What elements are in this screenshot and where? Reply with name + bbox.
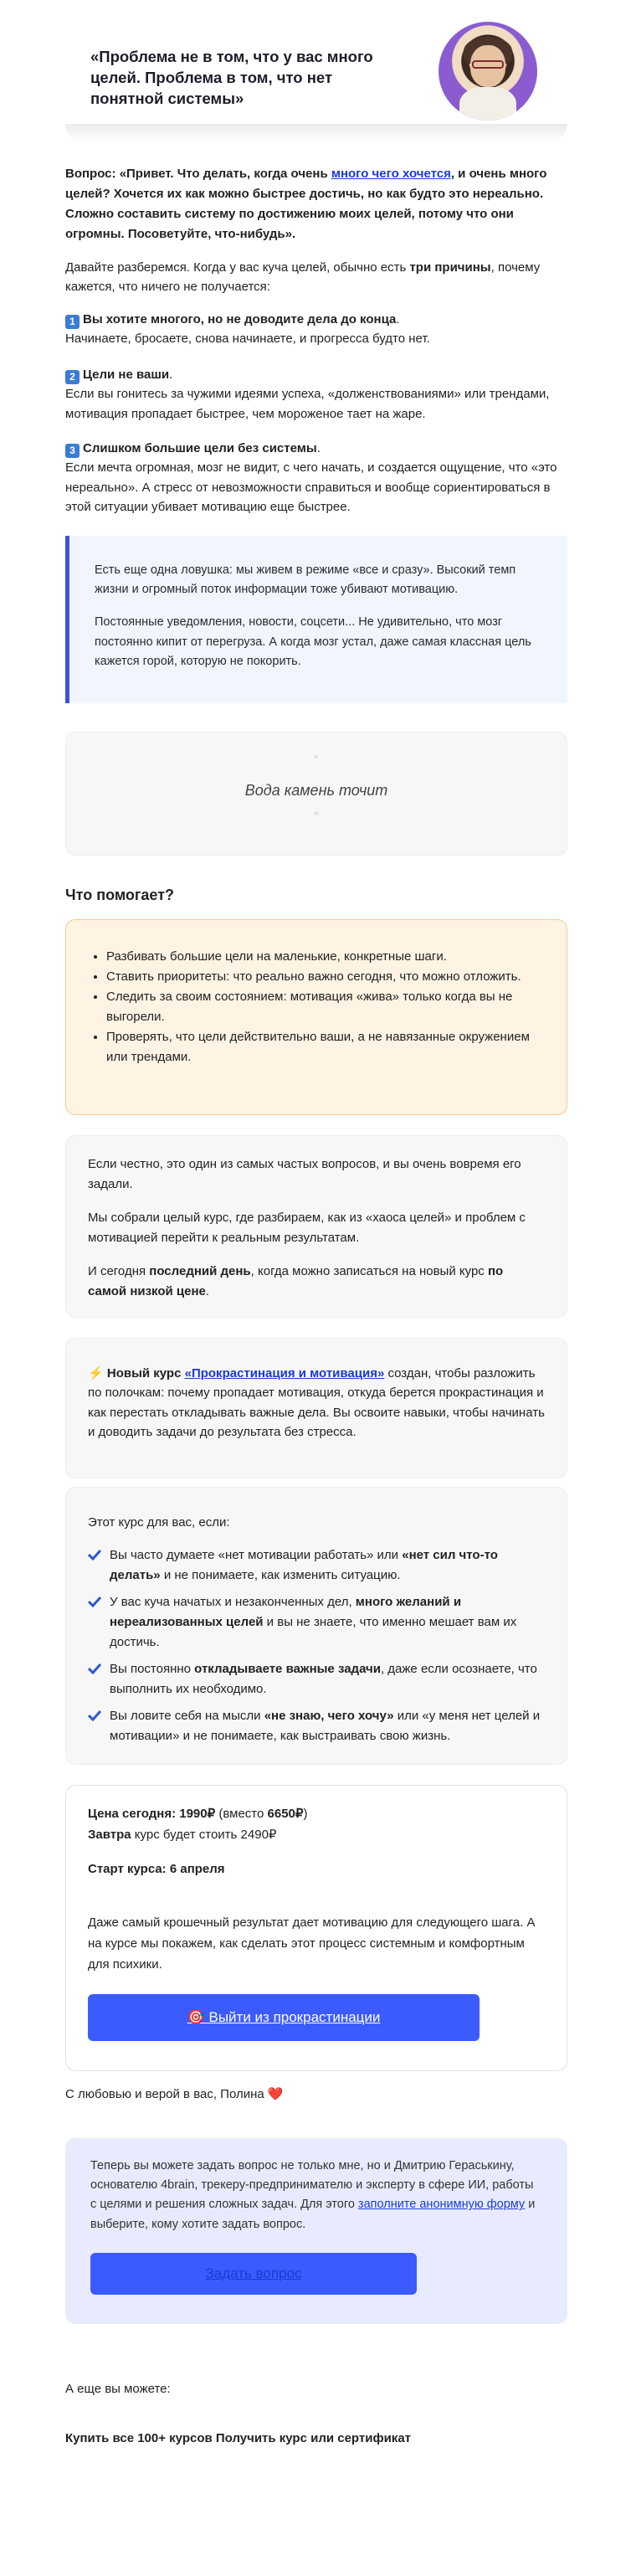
signature: С любовью и верой в вас, Полина ❤️ <box>65 2087 284 2101</box>
course-link[interactable]: «Прокрастинация и мотивация» <box>184 1366 385 1381</box>
reason-1: 1 Вы хотите многого, но не доводите дела до конца. Начинаете, бросаете, снова начинаете, и прогресса будто нет. <box>65 312 430 347</box>
for-who-lead: Этот курс для вас, если: <box>88 1515 230 1530</box>
exit-procrastination-button[interactable]: 🎯 Выйти из прокрастинации <box>88 1994 480 2041</box>
price-today: Цена сегодня: 1990₽ (вместо 6650₽) <box>88 1807 308 1821</box>
callout-p2: Постоянные уведомления, новости, соцсети... Не удивительно, что мозг постоянно кипит от перегруза. А когда мозг устал, даже самая классная цель кажется горой, которую не покорить. <box>95 615 531 668</box>
new-course-text: ⚡ Новый курс «Прокрастинация и мотивация» создан, чтобы разложить по полочкам: почему пропадает мотивация, откуда берется прокрастинация и как перестать откладывать важные дела. Вы освоите навыки, чтобы начинать и доводить задачи до результата без стресса. <box>88 1366 545 1439</box>
open-quote-icon: “ <box>314 753 319 768</box>
more-links-cut <box>65 2431 567 2445</box>
intro-lead: Давайте разберемся. Когда у вас куча целей, обычно есть три причины, почему кажется, что ничего не получается: <box>65 260 541 295</box>
price-card <box>65 1785 567 2071</box>
checkmark-icon <box>88 1596 101 1607</box>
checkmark-icon <box>88 1710 101 1721</box>
helps-card <box>65 919 567 1115</box>
more-links[interactable]: Купить все 100+ курсов Получить курс или сертификат <box>65 2431 412 2445</box>
reason-2: 2 Цели не ваши. Если вы гонитесь за чужими идеями успеха, «долженствованиями» или трендами, мотивация пропадает быстрее, чем мороженое тает на жаре. <box>65 368 550 421</box>
price-note: Даже самый крошечный результат дает мотивацию для следующего шага. А на курсе мы покажем, как сделать этот процесс системным и комфортным для психики. <box>88 1915 536 1972</box>
check-item: Вы часто думаете «нет мотивации работать» или «нет сил что-то делать» и не понимаете, как изменить ситуацию. <box>88 1545 545 1586</box>
reader-question: Вопрос: «Привет. Что делать, когда очень много чего хочется, и очень много целей? Хочется их как можно быстрее достичь, но как будто это нереально. Сложно составить систему по достижению моих целей, потому что они огромны. Посоветуйте, что-нибудь». <box>65 167 547 241</box>
keycap-1-icon: 1 <box>65 315 80 329</box>
honest-card <box>65 1135 567 1318</box>
motto-text: Вода камень точит <box>244 782 388 799</box>
callout-p1: Есть еще одна ловушка: мы живем в режиме «все и сразу». Высокий темп жизни и огромный поток информации тоже убивают мотивацию. <box>95 563 516 597</box>
check-item: Вы постоянно откладываете важные задачи, даже если осознаете, что выполнить их необходимо. <box>88 1659 545 1699</box>
list-item: • Ставить приоритеты: что реально важно сегодня, что можно отложить. <box>106 967 548 987</box>
price-tomorrow: Завтра курс будет стоить 2490₽ <box>88 1827 277 1842</box>
more-title: А еще вы можете: <box>65 2382 171 2396</box>
header-quote: «Проблема не в том, что у вас много целей. Проблема в том, что нет понятной системы» <box>90 48 373 107</box>
list-item: • Проверять, что цели действительно ваши, а не навязанные окружением или трендами. <box>106 1027 548 1067</box>
check-item: У вас куча начатых и незаконченных дел, много желаний и нереализованных целей и вы не знаете, что именно мешает вам их достичь. <box>88 1592 545 1653</box>
for-who-card <box>65 1487 567 1765</box>
honest-p2: Мы собрали целый курс, где разбираем, как из «хаоса целей» и проблем с мотивацией перейти к реальным результатам. <box>88 1211 526 1245</box>
close-quote-icon: ” <box>314 810 319 825</box>
keycap-3-icon: 3 <box>65 444 80 458</box>
course-start: Старт курса: 6 апреля <box>88 1861 225 1876</box>
question-link[interactable]: много чего хочется <box>331 167 451 181</box>
keycap-2-icon: 2 <box>65 370 80 384</box>
anonymous-form-link[interactable]: заполните анонимную форму <box>357 2198 526 2212</box>
list-item: • Следить за своим состоянием: мотивация «жива» только когда вы не выгорели. <box>106 987 548 1027</box>
honest-p1: Если честно, это один из самых частых вопросов, и вы очень вовремя его задали. <box>88 1157 521 1191</box>
checkmark-icon <box>88 1549 101 1561</box>
ask-text: Теперь вы можете задать вопрос не только мне, но и Дмитрию Гераськину, основателю 4brain, трекеру-предпринимателю и эксперту в сфере ИИ, работы с целями и решения сложных задач. Для этого заполните анонимную форму и выберите, кому хотите задать вопрос. <box>90 2159 536 2231</box>
callout-block <box>65 536 567 703</box>
header-shadow <box>65 124 567 142</box>
motto-card <box>65 732 567 856</box>
ask-question-button[interactable]: Задать вопрос <box>90 2253 417 2295</box>
new-course-card <box>65 1338 567 1478</box>
author-avatar <box>439 22 537 121</box>
honest-p3: И сегодня последний день, когда можно записаться на новый курс по самой низкой цене. <box>88 1264 504 1298</box>
reason-3: 3 Слишком большие цели без системы. Если мечта огромная, мозг не видит, с чего начать, и создается ощущение, что «это нереально». А стресс от невозможности справиться и вообще сориентироваться в этой ситуации убивает мотивацию еще быстрее. <box>65 441 557 514</box>
ask-card <box>65 2138 567 2324</box>
lightning-icon: ⚡ <box>88 1366 104 1381</box>
check-item: Вы ловите себя на мысли «не знаю, чего хочу» или «у меня нет целей и мотивации» и не понимаете, как выстраивать свою жизнь. <box>88 1706 545 1746</box>
checkmark-icon <box>88 1663 101 1674</box>
helps-heading: Что помогает? <box>65 887 175 903</box>
header-card <box>65 18 567 136</box>
list-item: • Разбивать большие цели на маленькие, конкретные шаги. <box>106 947 548 967</box>
